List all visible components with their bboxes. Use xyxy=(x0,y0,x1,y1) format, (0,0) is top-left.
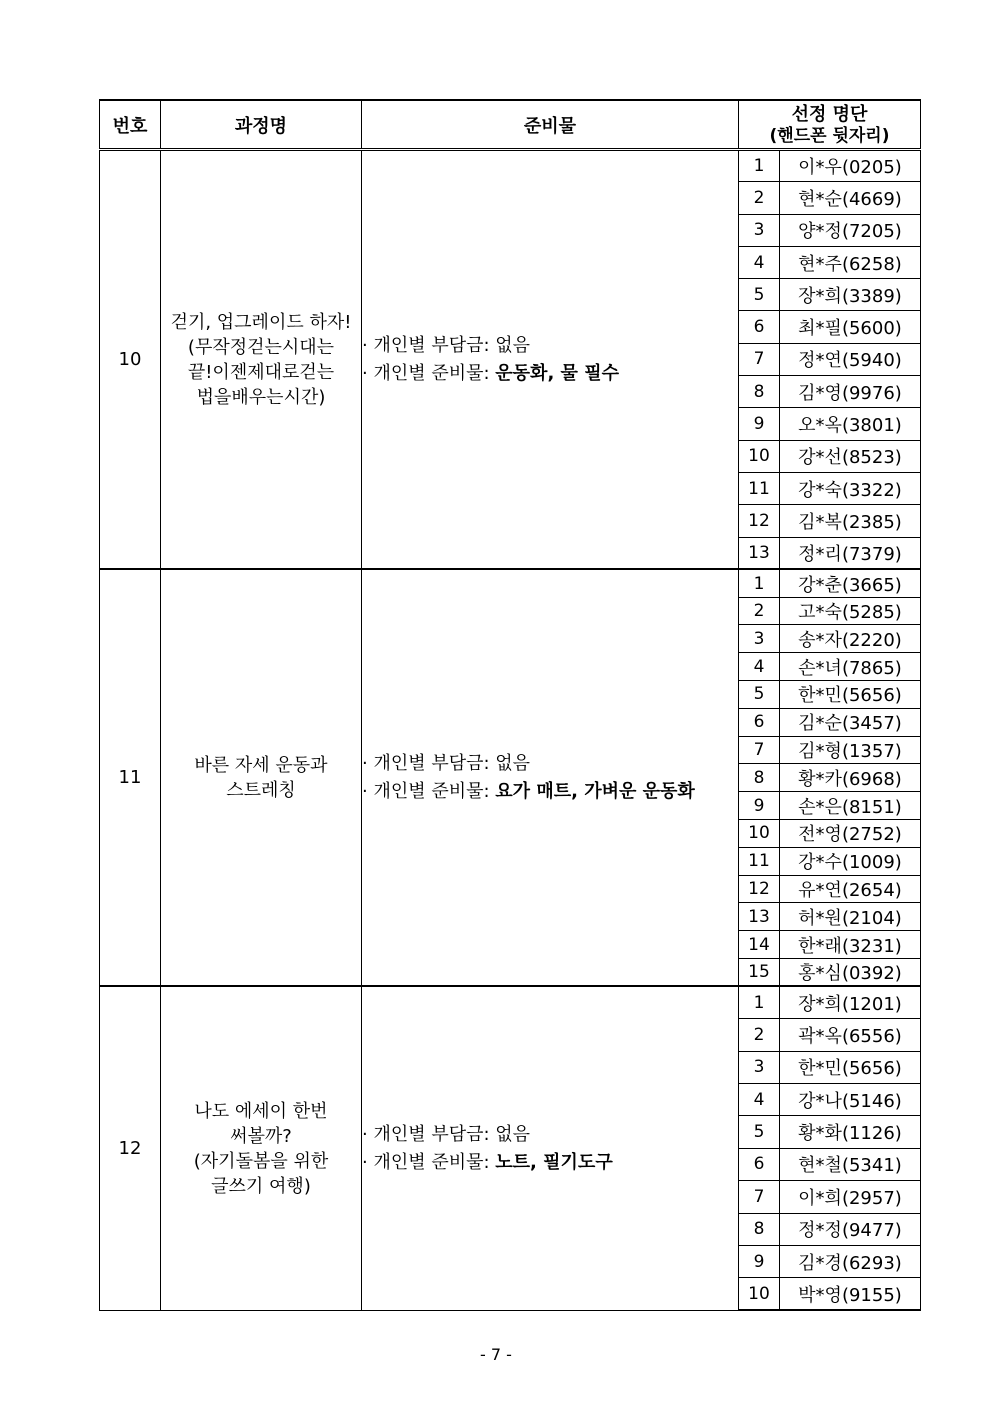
member-index: 11 xyxy=(739,847,780,875)
member-name: 고*숙(5285) xyxy=(780,597,921,625)
member-index: 5 xyxy=(739,279,780,311)
member-name: 곽*옥(6556) xyxy=(780,1019,921,1051)
member-index: 3 xyxy=(739,625,780,653)
member-index: 1 xyxy=(739,150,780,182)
header-selected-title: 선정 명단 xyxy=(791,103,868,125)
member-index: 11 xyxy=(739,472,780,504)
member-name: 현*주(6258) xyxy=(780,246,921,278)
member-name: 양*정(7205) xyxy=(780,214,921,246)
member-index: 4 xyxy=(739,1083,780,1115)
course-name xyxy=(161,569,362,986)
course-name-line: 걷기, 업그레이드 하자! xyxy=(170,311,352,333)
member-name: 강*나(5146) xyxy=(780,1083,921,1115)
member-name: 박*영(9155) xyxy=(780,1278,921,1310)
member-name: 장*희(1201) xyxy=(780,986,921,1018)
member-name: 이*우(0205) xyxy=(780,150,921,182)
member-index: 3 xyxy=(739,1051,780,1083)
member-name: 오*옥(3801) xyxy=(780,408,921,440)
course-number: 12 xyxy=(100,986,161,1310)
member-index: 2 xyxy=(739,182,780,214)
member-name: 유*연(2654) xyxy=(780,875,921,903)
member-index: 14 xyxy=(739,931,780,959)
header-no: 번호 xyxy=(100,100,161,150)
member-name: 김*복(2385) xyxy=(780,505,921,537)
header-prep: 준비물 xyxy=(362,100,739,150)
member-name: 홍*심(0392) xyxy=(780,959,921,987)
member-name: 김*영(9976) xyxy=(780,376,921,408)
member-index: 4 xyxy=(739,246,780,278)
course-number: 11 xyxy=(100,569,161,986)
preparation xyxy=(362,569,739,986)
member-index: 1 xyxy=(739,986,780,1018)
member-index: 5 xyxy=(739,1116,780,1148)
header-selected xyxy=(739,100,921,150)
member-index: 6 xyxy=(739,1148,780,1180)
member-index: 12 xyxy=(739,505,780,537)
table-row xyxy=(100,986,921,1018)
member-name: 강*숙(3322) xyxy=(780,472,921,504)
member-name: 송*자(2220) xyxy=(780,625,921,653)
member-index: 13 xyxy=(739,537,780,569)
member-index: 7 xyxy=(739,1181,780,1213)
course-group-11 xyxy=(100,569,921,986)
member-name: 현*순(4669) xyxy=(780,182,921,214)
supplies-label: · 개인별 준비물: xyxy=(362,1151,496,1173)
member-index: 9 xyxy=(739,1245,780,1277)
course-name-line: 바른 자세 운동과 xyxy=(194,754,328,776)
member-index: 2 xyxy=(739,1019,780,1051)
table-row xyxy=(100,150,921,182)
page-number: - 7 - xyxy=(480,1345,512,1364)
cost-line: · 개인별 부담금: 없음 xyxy=(362,752,531,774)
member-name: 강*선(8523) xyxy=(780,440,921,472)
preparation xyxy=(362,986,739,1310)
supplies-items: 운동화, 물 필수 xyxy=(495,362,619,384)
member-name: 황*화(1126) xyxy=(780,1116,921,1148)
supplies-line xyxy=(362,1149,738,1177)
member-name: 황*카(6968) xyxy=(780,764,921,792)
selection-table xyxy=(99,99,921,1311)
cost-line: · 개인별 부담금: 없음 xyxy=(362,1123,531,1145)
member-index: 3 xyxy=(739,214,780,246)
course-name-line: (자기돌봄을 위한 xyxy=(193,1150,329,1172)
preparation xyxy=(362,150,739,570)
course-name-line: (무작정걷는시대는 xyxy=(187,336,335,358)
member-index: 6 xyxy=(739,708,780,736)
header-selected-sub: (핸드폰 뒷자리) xyxy=(769,125,890,146)
member-index: 6 xyxy=(739,311,780,343)
course-number: 10 xyxy=(100,150,161,570)
member-index: 8 xyxy=(739,1213,780,1245)
member-index: 9 xyxy=(739,408,780,440)
course-name xyxy=(161,150,362,570)
member-index: 5 xyxy=(739,681,780,709)
member-index: 8 xyxy=(739,376,780,408)
member-name: 손*녀(7865) xyxy=(780,653,921,681)
member-name: 허*원(2104) xyxy=(780,903,921,931)
course-group-10 xyxy=(100,150,921,570)
member-name: 한*민(5656) xyxy=(780,681,921,709)
cost-line: · 개인별 부담금: 없음 xyxy=(362,334,531,356)
member-index: 13 xyxy=(739,903,780,931)
supplies-items: 요가 매트, 가벼운 운동화 xyxy=(495,780,695,802)
member-name: 강*춘(3665) xyxy=(780,569,921,597)
supplies-line xyxy=(362,360,738,388)
member-index: 9 xyxy=(739,792,780,820)
member-name: 한*민(5656) xyxy=(780,1051,921,1083)
member-index: 4 xyxy=(739,653,780,681)
member-name: 현*철(5341) xyxy=(780,1148,921,1180)
member-name: 김*형(1357) xyxy=(780,736,921,764)
member-name: 손*은(8151) xyxy=(780,792,921,820)
member-name: 전*영(2752) xyxy=(780,820,921,848)
table-row xyxy=(100,569,921,597)
member-name: 한*래(3231) xyxy=(780,931,921,959)
course-name-line: 끝!이젠제대로걷는 xyxy=(187,361,335,383)
member-index: 12 xyxy=(739,875,780,903)
member-index: 10 xyxy=(739,820,780,848)
supplies-label: · 개인별 준비물: xyxy=(362,362,496,384)
member-name: 이*희(2957) xyxy=(780,1181,921,1213)
member-index: 8 xyxy=(739,764,780,792)
member-index: 10 xyxy=(739,440,780,472)
header-row xyxy=(100,100,921,150)
member-name: 최*필(5600) xyxy=(780,311,921,343)
supplies-line xyxy=(362,778,738,806)
course-name-line: 써볼까? xyxy=(230,1125,292,1147)
member-index: 1 xyxy=(739,569,780,597)
member-index: 2 xyxy=(739,597,780,625)
member-index: 7 xyxy=(739,736,780,764)
member-name: 정*리(7379) xyxy=(780,537,921,569)
member-index: 15 xyxy=(739,959,780,987)
member-name: 정*연(5940) xyxy=(780,343,921,375)
supplies-label: · 개인별 준비물: xyxy=(362,780,496,802)
course-group-12 xyxy=(100,986,921,1310)
course-name-line: 나도 에세이 한번 xyxy=(194,1100,328,1122)
member-name: 강*수(1009) xyxy=(780,847,921,875)
member-index: 10 xyxy=(739,1278,780,1310)
course-name-line: 법을배우는시간) xyxy=(196,386,326,408)
member-name: 김*순(3457) xyxy=(780,708,921,736)
header-course: 과정명 xyxy=(161,100,362,150)
supplies-items: 노트, 필기도구 xyxy=(495,1151,613,1173)
member-name: 김*경(6293) xyxy=(780,1245,921,1277)
course-name xyxy=(161,986,362,1310)
member-index: 7 xyxy=(739,343,780,375)
course-name-line: 글쓰기 여행) xyxy=(211,1175,311,1197)
member-name: 정*정(9477) xyxy=(780,1213,921,1245)
member-name: 장*희(3389) xyxy=(780,279,921,311)
course-name-line: 스트레칭 xyxy=(226,779,296,801)
